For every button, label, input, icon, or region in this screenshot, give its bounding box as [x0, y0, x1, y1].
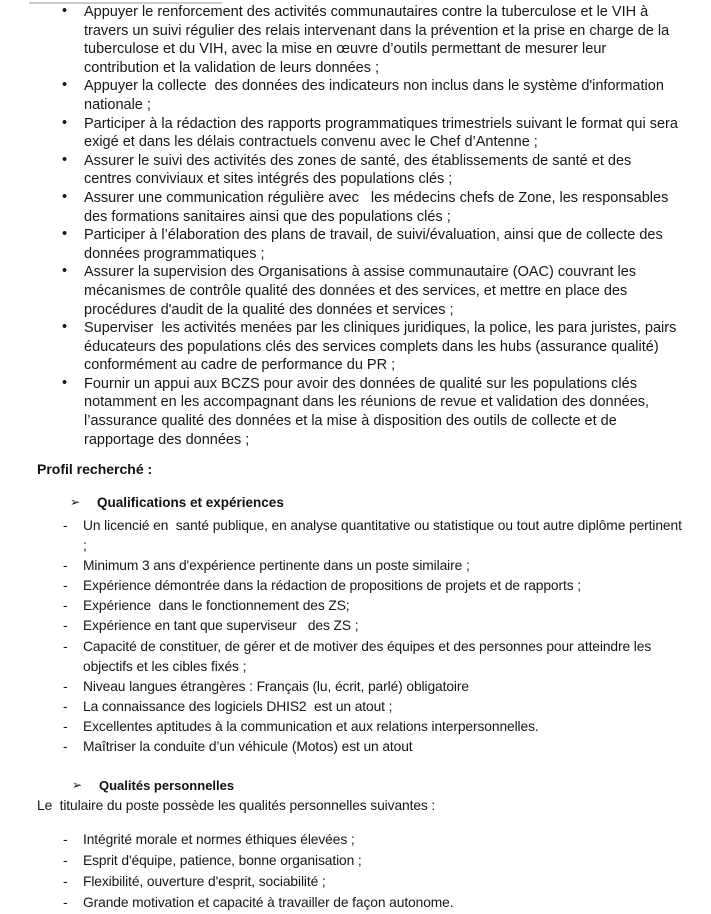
responsibility-item — [60, 319, 681, 375]
qualification-text: Niveau langues étrangères : Français (lu, écrit, parlé) obligatoire — [83, 678, 469, 694]
responsibility-text: Fournir un appui aux BCZS pour avoir des données de qualité sur les populations clés notamment en les accompagnant dans les réunions de revue et validation des données, l’assurance qualité des données et la mise à disposition des outils de collecte et de rapportage des données ; — [84, 375, 654, 448]
qualification-text: Maîtriser la conduite d’un véhicule (Motos) est un atout — [83, 739, 413, 755]
bullet-glyph: • — [62, 188, 68, 205]
bullet-glyph: • — [62, 77, 68, 94]
personal-quality-item — [63, 850, 689, 871]
responsibility-item — [60, 152, 678, 189]
responsibility-item — [60, 375, 678, 449]
qualification-item — [63, 697, 689, 717]
personal-qualities-list — [63, 829, 693, 913]
dash-glyph: - — [63, 895, 68, 910]
personal-quality-item — [63, 892, 689, 913]
dash-glyph: - — [63, 874, 68, 889]
responsibility-item — [60, 226, 678, 263]
responsibility-text: Superviser les activités menées par les cliniques juridiques, la police, les para juristes, pairs éducateurs des populations clés des services complets dans les hubs (assurance qualité) conformément au cadre de performance du PR ; — [84, 320, 681, 374]
qualification-text: Expérience en tant que superviseur des ZS ; — [83, 618, 359, 634]
dash-glyph: - — [63, 618, 68, 634]
personal-quality-item — [63, 829, 689, 850]
responsibility-item — [60, 189, 678, 226]
qualifications-heading — [70, 495, 284, 510]
responsibility-text: Participer à l’élaboration des plans de travail, de suivi/évaluation, ainsi que de collecte des données programmatiques ; — [84, 227, 667, 262]
bullet-glyph: • — [62, 226, 68, 243]
responsibility-text: Appuyer la collecte des données des indicateurs non inclus dans le système d'information nationale ; — [84, 78, 668, 113]
qualification-text: Minimum 3 ans d'expérience pertinente dans un poste similaire ; — [83, 558, 470, 574]
dash-glyph: - — [63, 718, 68, 734]
qualification-text: Excellentes aptitudes à la communication et aux relations interpersonnelles. — [83, 718, 539, 734]
qualification-item — [63, 717, 689, 737]
personal-quality-item — [63, 871, 689, 892]
responsibility-item — [60, 114, 682, 152]
arrow-bullet-icon: ➢ — [70, 495, 81, 509]
responsibility-text: Appuyer le renforcement des activités communautaires contre la tuberculose et le VIH à travers un suivi régulier des relais intervenant dans la prévention et la prise en charge de la tuberculose et du VIH, avec la mise en œuvre d’outils permettant de mesurer leur contribution et la validation de leurs données ; — [84, 4, 674, 76]
qualification-item — [63, 596, 689, 616]
dash-glyph: - — [63, 518, 68, 533]
dash-glyph: - — [63, 832, 68, 847]
qualification-item — [63, 516, 689, 556]
personal-quality-text: Esprit d'équipe, patience, bonne organisation ; — [83, 853, 362, 868]
arrow-bullet-icon: ➢ — [72, 778, 83, 792]
personal-quality-text: Flexibilité, ouverture d'esprit, sociabilité ; — [83, 874, 326, 889]
responsibility-text: Assurer la supervision des Organisations à assise communautaire (OAC) couvrant les mécanismes de contrôle qualité des données et des services, et mettre en place des procédures d'audit de la qualité des données et services ; — [84, 264, 641, 318]
qualification-text: Capacité de constituer, de gérer et de motiver des équipes et des personnes pour atteindre les objectifs et les cibles fixés ; — [83, 638, 655, 674]
dash-glyph: - — [63, 558, 68, 574]
qualification-item — [63, 737, 689, 757]
dash-glyph: - — [63, 678, 68, 694]
profile-heading: Profil recherché : — [37, 461, 153, 477]
personal-quality-text: Intégrité morale et normes éthiques élevées ; — [83, 832, 355, 847]
dash-glyph: - — [63, 598, 68, 614]
bullet-glyph: • — [62, 151, 68, 168]
personal-qualities-heading — [72, 778, 234, 793]
qualifications-list — [63, 516, 693, 757]
responsibility-item — [60, 263, 678, 319]
qualifications-heading-label: Qualifications et expériences — [97, 495, 284, 510]
dash-glyph: - — [63, 578, 68, 594]
qualification-item — [63, 616, 689, 636]
qualification-text: Un licencié en santé publique, en analyse quantitative ou statistique ou tout autre diplôme pertinent ; — [83, 518, 686, 554]
qualification-item — [63, 556, 689, 576]
dash-glyph: - — [63, 739, 68, 755]
personal-qualities-heading-label: Qualités personnelles — [99, 778, 235, 793]
bullet-glyph: • — [62, 263, 68, 280]
qualification-item — [63, 576, 689, 596]
personal-qualities-intro: Le titulaire du poste possède les qualités personnelles suivantes : — [37, 798, 436, 813]
responsibility-text: Participer à la rédaction des rapports programmatiques trimestriels suivant le format qui sera exigé et dans les délais contractuels convenu avec le Chef d’Antenne ; — [84, 115, 682, 151]
responsibility-item — [60, 3, 678, 77]
dash-glyph: - — [63, 638, 68, 654]
bullet-glyph: • — [62, 374, 68, 391]
responsibility-item — [60, 77, 678, 114]
responsibility-text: Assurer le suivi des activités des zones de santé, des établissements de santé et des centres conviviaux et sites intégrés des populations clés ; — [84, 152, 636, 188]
bullet-glyph: • — [62, 319, 68, 336]
personal-quality-text: Grande motivation et capacité à travailler de façon autonome. — [83, 895, 454, 910]
responsibilities-list — [60, 3, 680, 449]
qualification-item — [63, 677, 689, 697]
qualification-text: La connaissance des logiciels DHIS2 est un atout ; — [83, 698, 393, 714]
qualification-item — [63, 637, 689, 677]
bullet-glyph: • — [62, 3, 68, 19]
qualification-text: Expérience dans le fonctionnement des ZS; — [83, 598, 350, 614]
qualification-text: Expérience démontrée dans la rédaction de propositions de projets et de rapports ; — [83, 578, 581, 594]
bullet-glyph: • — [62, 114, 68, 131]
dash-glyph: - — [63, 853, 68, 868]
responsibility-text: Assurer une communication régulière avec les médecins chefs de Zone, les responsables des formations sanitaires ainsi que des populations clés ; — [84, 189, 673, 225]
dash-glyph: - — [63, 698, 68, 714]
